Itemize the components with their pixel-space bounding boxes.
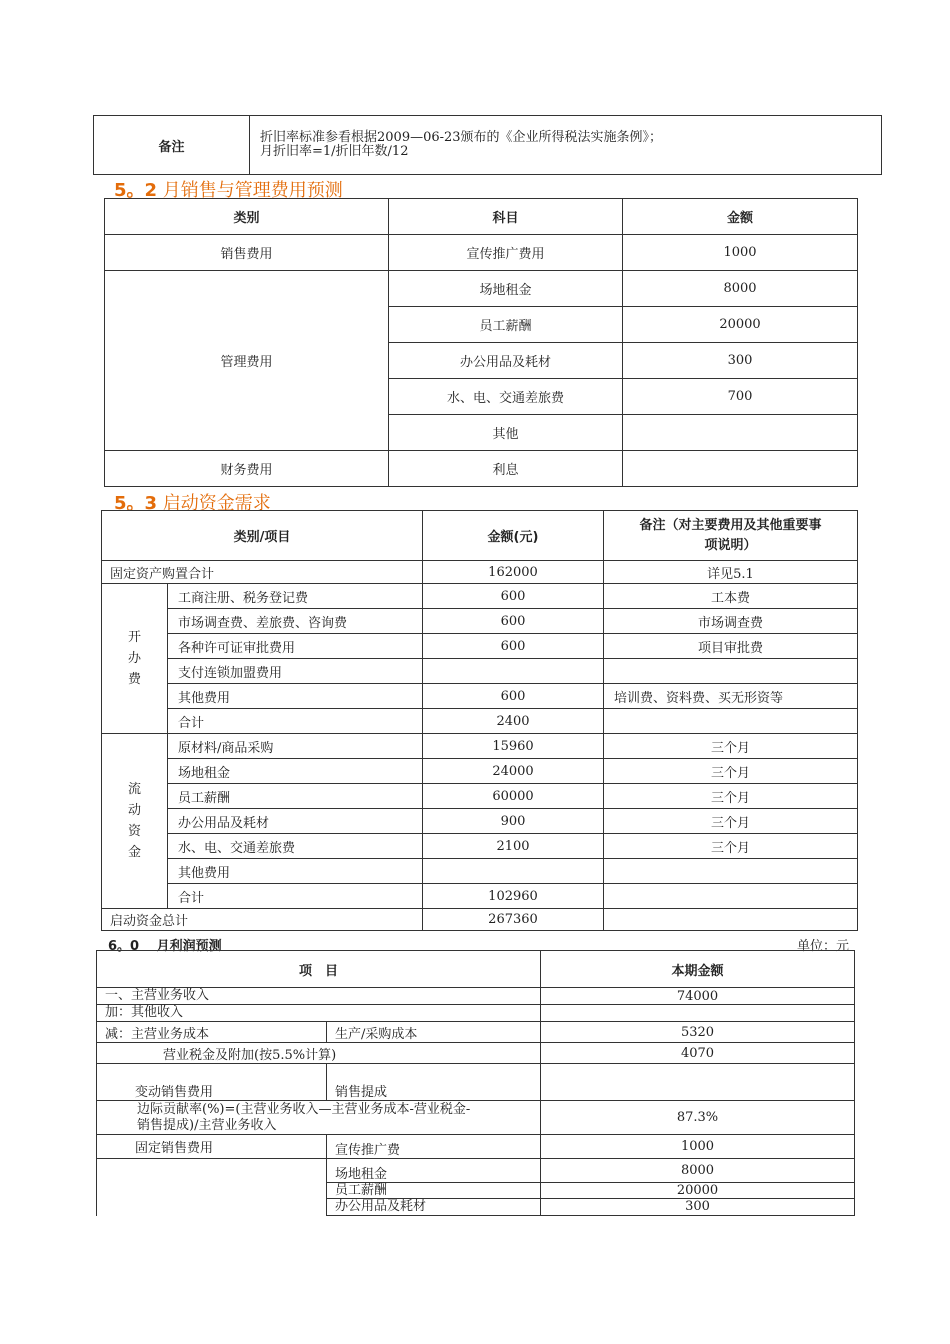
header-category: 类别 — [105, 199, 389, 235]
startup-total-label: 启动资金总计 — [102, 909, 423, 931]
note-label: 备注 — [94, 116, 250, 175]
working-capital-char: 资 — [127, 824, 141, 839]
fixed-asset-amount: 162000 — [423, 561, 604, 584]
header-item: 项 目 — [97, 951, 541, 988]
opening-cost-char: 办 — [127, 651, 141, 666]
header-note — [604, 511, 858, 561]
amount-cell: 24000 — [423, 759, 604, 784]
fixed-asset-note: 详见5.1 — [604, 561, 858, 584]
subject-cell: 其他 — [389, 415, 623, 451]
item-cell: 合计 — [168, 884, 423, 909]
amount-cell: 20000 — [623, 307, 858, 343]
amount-cell: 600 — [423, 684, 604, 709]
note-content — [250, 116, 882, 175]
item-cell: 员工薪酬 — [168, 784, 423, 809]
working-capital-label — [102, 734, 168, 909]
working-capital-char: 金 — [127, 845, 141, 860]
cost-amount: 5320 — [541, 1022, 855, 1043]
note-cell: 三个月 — [604, 759, 858, 784]
office-supplies-amount: 300 — [541, 1199, 855, 1216]
note-cell: 三个月 — [604, 784, 858, 809]
amount-cell: 600 — [423, 634, 604, 659]
amount-cell: 2400 — [423, 709, 604, 734]
fixed-sales-amount: 1000 — [541, 1135, 855, 1159]
note-cell — [604, 659, 858, 684]
fixed-sales-label: 固定销售费用 — [97, 1135, 327, 1159]
subject-cell: 员工薪酬 — [389, 307, 623, 343]
subject-cell: 水、电、交通差旅费 — [389, 379, 623, 415]
rent-amount: 8000 — [541, 1159, 855, 1183]
amount-cell: 600 — [423, 609, 604, 634]
startup-total-amount: 267360 — [423, 909, 604, 931]
working-capital-char: 流 — [127, 782, 141, 797]
section-6-0-heading: 6。0 月利润预测 — [108, 939, 222, 954]
amount-cell — [623, 415, 858, 451]
other-income-label: 加：其他收入 — [97, 1005, 541, 1022]
startup-total-note — [604, 909, 858, 931]
rent-sub-label: 场地租金 — [327, 1159, 541, 1183]
header-period-amount: 本期金额 — [541, 951, 855, 988]
section-5-3-number: 5。3 — [114, 493, 158, 514]
salary-amount: 20000 — [541, 1183, 855, 1199]
opening-cost-char: 开 — [127, 630, 141, 645]
item-cell: 场地租金 — [168, 759, 423, 784]
amount-cell: 700 — [623, 379, 858, 415]
amount-cell: 8000 — [623, 271, 858, 307]
amount-cell: 102960 — [423, 884, 604, 909]
section-5-3-title: 启动资金需求 — [162, 493, 271, 514]
section-5-2-number: 5。2 — [114, 180, 158, 201]
note-cell — [604, 884, 858, 909]
working-capital-char: 动 — [127, 803, 141, 818]
subject-cell: 办公用品及耗材 — [389, 343, 623, 379]
cost-label: 减：主营业务成本 — [97, 1022, 327, 1043]
item-cell: 各种许可证审批费用 — [168, 634, 423, 659]
startup-capital-table — [101, 510, 858, 931]
opening-cost-label — [102, 584, 168, 734]
item-cell: 其他费用 — [168, 684, 423, 709]
tax-amount: 4070 — [541, 1043, 855, 1064]
note-cell: 项目审批费 — [604, 634, 858, 659]
amount-cell: 600 — [423, 584, 604, 609]
header-note-line-1: 备注（对主要费用及其他重要事 — [639, 517, 822, 533]
other-income-amount — [541, 1005, 855, 1022]
subject-cell: 利息 — [389, 451, 623, 487]
amount-cell: 300 — [623, 343, 858, 379]
category-finance: 财务费用 — [105, 451, 389, 487]
note-cell: 市场调查费 — [604, 609, 858, 634]
fixed-asset-label: 固定资产购置合计 — [102, 561, 423, 584]
item-cell: 办公用品及耗材 — [168, 809, 423, 834]
note-cell: 三个月 — [604, 734, 858, 759]
category-management: 管理费用 — [105, 271, 389, 451]
contribution-margin-line-2: 销售提成)/主营业务收入 — [137, 1117, 277, 1133]
revenue-amount: 74000 — [541, 988, 855, 1005]
amount-cell — [423, 859, 604, 884]
amount-cell: 2100 — [423, 834, 604, 859]
item-cell: 合计 — [168, 709, 423, 734]
amount-cell: 15960 — [423, 734, 604, 759]
note-line-1: 折旧率标准参看根据2009—06-23颁布的《企业所得税法实施条例》； — [260, 130, 663, 145]
variable-sales-label: 变动销售费用 — [97, 1064, 327, 1101]
office-supplies-sub-label: 办公用品及耗材 — [327, 1199, 541, 1216]
item-cell: 原材料/商品采购 — [168, 734, 423, 759]
note-cell: 培训费、资料费、买无形资等 — [604, 684, 858, 709]
amount-cell — [423, 659, 604, 684]
note-cell: 三个月 — [604, 834, 858, 859]
note-cell: 三个月 — [604, 809, 858, 834]
item-cell: 工商注册、税务登记费 — [168, 584, 423, 609]
cost-sub-label: 生产/采购成本 — [327, 1022, 541, 1043]
header-category-item: 类别/项目 — [102, 511, 423, 561]
header-note-line-2: 项说明） — [704, 537, 757, 553]
tax-label: 营业税金及附加(按5.5%计算) — [97, 1043, 541, 1064]
contribution-margin-line-1: 边际贡献率(%)=(主营业务收入—主营业务成本-营业税金- — [137, 1101, 471, 1117]
amount-cell: 60000 — [423, 784, 604, 809]
unit-label: 单位：元 — [797, 939, 850, 954]
header-amount: 金额(元) — [423, 511, 604, 561]
category-sales: 销售费用 — [105, 235, 389, 271]
fixed-sales-sub-label: 宣传推广费 — [327, 1135, 541, 1159]
item-cell: 其他费用 — [168, 859, 423, 884]
item-cell: 水、电、交通差旅费 — [168, 834, 423, 859]
note-cell — [604, 859, 858, 884]
amount-cell: 900 — [423, 809, 604, 834]
subject-cell: 场地租金 — [389, 271, 623, 307]
header-subject: 科目 — [389, 199, 623, 235]
expense-forecast-table — [104, 198, 858, 487]
note-line-2: 月折旧率=1/折旧年数/12 — [260, 144, 409, 159]
amount-cell — [623, 451, 858, 487]
item-cell: 支付连锁加盟费用 — [168, 659, 423, 684]
item-cell: 市场调查费、差旅费、咨询费 — [168, 609, 423, 634]
revenue-label: 一、主营业务收入 — [97, 988, 541, 1005]
opening-cost-char: 费 — [127, 672, 141, 687]
header-amount: 金额 — [623, 199, 858, 235]
contribution-margin-label — [97, 1101, 541, 1135]
variable-sales-amount — [541, 1064, 855, 1101]
note-cell: 工本费 — [604, 584, 858, 609]
fixed-admin-label-cell — [97, 1159, 327, 1216]
note-table — [93, 115, 882, 175]
subject-cell: 宣传推广费用 — [389, 235, 623, 271]
note-cell — [604, 709, 858, 734]
section-5-2-title: 月销售与管理费用预测 — [162, 180, 343, 201]
variable-sales-sub-label: 销售提成 — [327, 1064, 541, 1101]
contribution-margin-amount: 87.3% — [541, 1101, 855, 1135]
profit-forecast-table — [96, 950, 855, 1216]
salary-sub-label: 员工薪酬 — [327, 1183, 541, 1199]
amount-cell: 1000 — [623, 235, 858, 271]
